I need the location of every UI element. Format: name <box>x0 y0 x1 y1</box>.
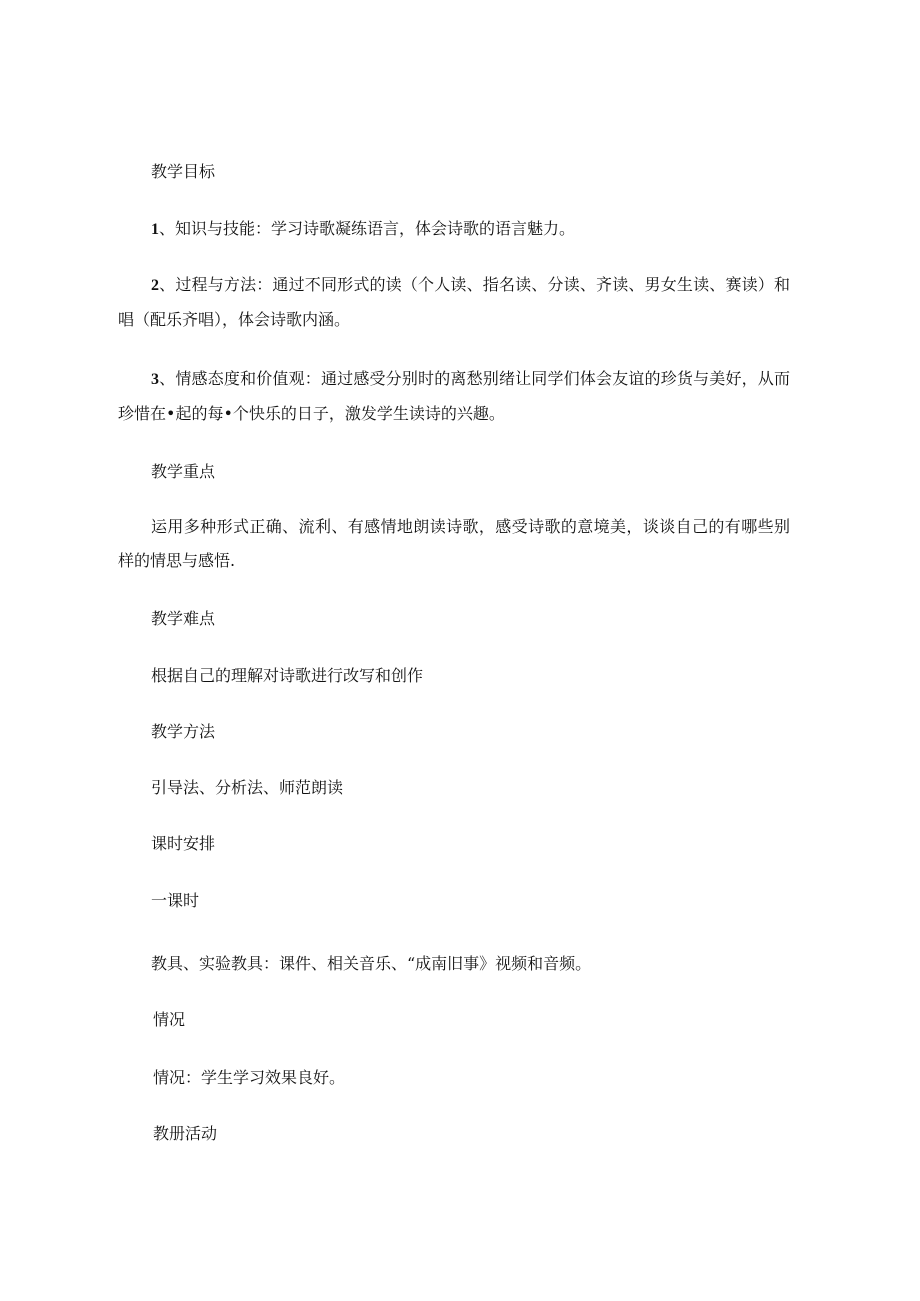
situation-heading: 情况 <box>153 1010 186 1029</box>
objective-3-number: 3 <box>151 371 159 388</box>
difficulty-text: 根据自己的理解对诗歌进行改写和创作 <box>151 666 424 685</box>
objective-2-text: 、过程与方法：通过不同形式的读（个人读、指名读、分读、齐读、男女生读、赛读）和唱（配乐齐唱），体会诗歌内涵。 <box>118 275 790 329</box>
objective-1-number: 1 <box>151 221 159 238</box>
objective-1-text: 、知识与技能：学习诗歌凝练语言，体会诗歌的语言魅力。 <box>159 219 576 238</box>
objective-2-number: 2 <box>151 277 159 294</box>
objective-3 <box>118 362 790 431</box>
key-points-heading: 教学重点 <box>151 462 216 481</box>
schedule-heading: 课时安排 <box>151 834 216 853</box>
schedule-text: 一课时 <box>151 891 200 910</box>
activities-heading: 教册活动 <box>153 1124 218 1143</box>
situation-text: 情况：学生学习效果良好。 <box>153 1068 346 1087</box>
objective-2 <box>118 268 790 337</box>
methods-text: 引导法、分析法、师范朗读 <box>151 778 344 797</box>
key-points-text: 运用多种形式正确、流利、有感情地朗读诗歌，感受诗歌的意境美，谈谈自己的有哪些别样的情思与感悟. <box>118 517 790 570</box>
objective-1 <box>151 219 575 240</box>
objective-3-text: 、情感态度和价值观：通过感受分别时的离愁别绪让同学们体会友谊的珍货与美好，从而珍惜在•起的每•个快乐的日子，激发学生读诗的兴趣。 <box>118 369 790 423</box>
difficulty-heading: 教学难点 <box>151 609 216 628</box>
objectives-heading: 教学目标 <box>151 162 216 181</box>
methods-heading: 教学方法 <box>151 722 216 741</box>
tools-text: 教具、实验教具：课件、相关音乐、“成南旧事》视频和音频。 <box>151 954 592 973</box>
